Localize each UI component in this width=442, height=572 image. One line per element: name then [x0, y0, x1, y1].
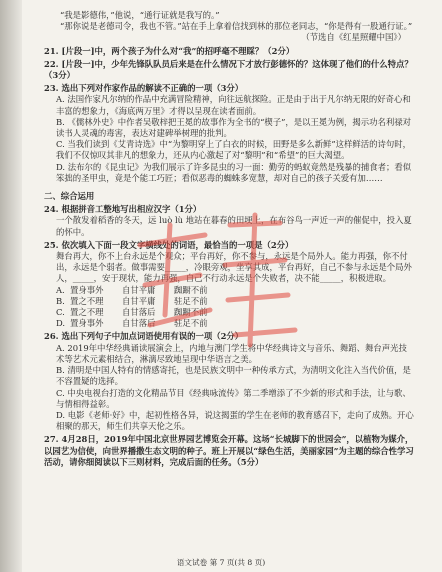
- question-25-text: 舞台再大，你不上台永远是个观众；平台再好，你不参与，永远是个局外人。能力再强，你不付出，永远是个弱者。做事需要_____，冷眼旁观，坐享其成，平台再好，自己不参与永远是个局外人，_____，安于现状，能力再强，自己不行动永远是个失败者，决不能_____，积极进取。: [56, 251, 412, 284]
- quote-line-1: “我是影德伟，”他说，“通行证就是我写的。”: [60, 10, 220, 20]
- question-25-options: [44, 285, 414, 330]
- option-row: C. 置之不理 自甘落后 踟蹰不前: [56, 307, 208, 318]
- question-23-option-d: D. 法布尔的《昆虫记》为我们展示了许多昆虫的习一面：勤劳的蚂蚁竟然是残暴的捕食者；看似笨拙的圣甲虫，竟是个能工巧匠；看似恶毒的蜘蛛多宽慧，却对自己的孩子关爱有加……: [56, 161, 412, 183]
- section-heading: 二、综合运用: [44, 191, 95, 202]
- question-27: 27. 4月28日，2019年中国北京世界园艺博览会开幕。这场“长城脚下的世园会”，以植物为媒介，以园艺为信使，向世界播撒生态文明的种子。班上开展以“绿色生活，美丽家园”为主题的综合性学习活动，请你细阅读以下三则材料，完成后面的任务。（5分）: [44, 434, 414, 467]
- binding-shadow: [0, 0, 22, 572]
- question-24-text: 一个散发着稻香的冬天，远 luò lù 地站在暮春的田埂上，在布谷鸟一声近一声的催促中，投入夏的怀中。: [56, 215, 412, 237]
- question-26-option-b: B. 清明是中国人特有的情感寄托，也是民族文明中一种传承方式，为清明文化注入当代价值，是不容置疑的选择。: [56, 365, 411, 387]
- question-23-stem: 23. 选出下列对作家作品的解读不正确的一项（3分）: [44, 83, 244, 94]
- question-24-stem: 24. 根据拼音工整地写出相应汉字（1分）: [44, 204, 202, 215]
- question-26-stem: 26. 选出下列句子中加点词语使用有误的一项（2分）: [44, 331, 244, 342]
- question-21: 21. [片段一]中，两个孩子为什么对“我”的招呼毫不理睬？（2分）: [44, 45, 295, 56]
- question-23-option-c: C. 当我们读到《艾青诗选》中“为黎明穿上了白衣的时候，田野是多么新鲜”这样鲜活的诗句时，我们不仅惊叹其非凡的想象力，还从内心激起了对“黎明”和“希望”的巨大渴望。: [56, 139, 411, 161]
- quote-source: （节选自《红星照耀中国》）: [301, 32, 406, 43]
- quote-line-2: “那你说是老德司令，我也不管。”站在手上拿着信找到林的那位老同志，“你是得有一股通行证。”: [60, 21, 413, 32]
- question-26-option-a: A. 2019年中华经典诵读展演会上，内地与澳门学生将中华经典诗文与音乐、舞蹈、舞台声光技术等艺术元素相结合，淋漓尽致地呈现中华语言之美。: [56, 342, 407, 364]
- option-row: D. 置身事外 自甘落后 驻足不前: [56, 318, 208, 329]
- question-26-option-c: C. 中央电视台打造的文化精品节目《经典咏流传》第二季增添了不少新的形式和手法，让与歌、与情相得益彰。: [56, 387, 411, 409]
- question-22: 22. [片段一]中，少年先锋队队员后来是在什么情况下才放行彭德怀的？这体现了他们的什么特点？（3分）: [44, 58, 413, 81]
- question-23-option-a: A. 法国作家凡尔纳的作品中充满冒险精神，向往远航探险。正是由于出于凡尔纳无限的好奇心和丰富的想象力，《海底两万里》才得以呈现在读者面前。: [56, 94, 411, 116]
- question-23-option-b: B. 《儒林外史》中作者吴敬梓把王冕的故事作为全书的“楔子”，是以王冕为例，揭示功名利禄对读书人灵魂的毒害，表达对建碑举树理的批判。: [56, 116, 412, 139]
- page-footer: 语文试卷 第 7 页(共 8 页): [176, 558, 266, 567]
- option-row: A. 置身事外 自甘平庸 踟蹰不前: [56, 284, 208, 295]
- option-row: B. 置之不理 自甘平庸 驻足不前: [56, 295, 208, 306]
- question-26-option-d: D. 电影《老师·好》中，起初性格各异，说这揭蛋的学生在老师的教育感召下，走向了成熟。开心相聚的那天，师生们共享天伦之乐。: [56, 409, 414, 432]
- question-25-stem: 25. 依次填入下面一段文字横线处的词语，最恰当的一项是（2分）: [44, 239, 294, 250]
